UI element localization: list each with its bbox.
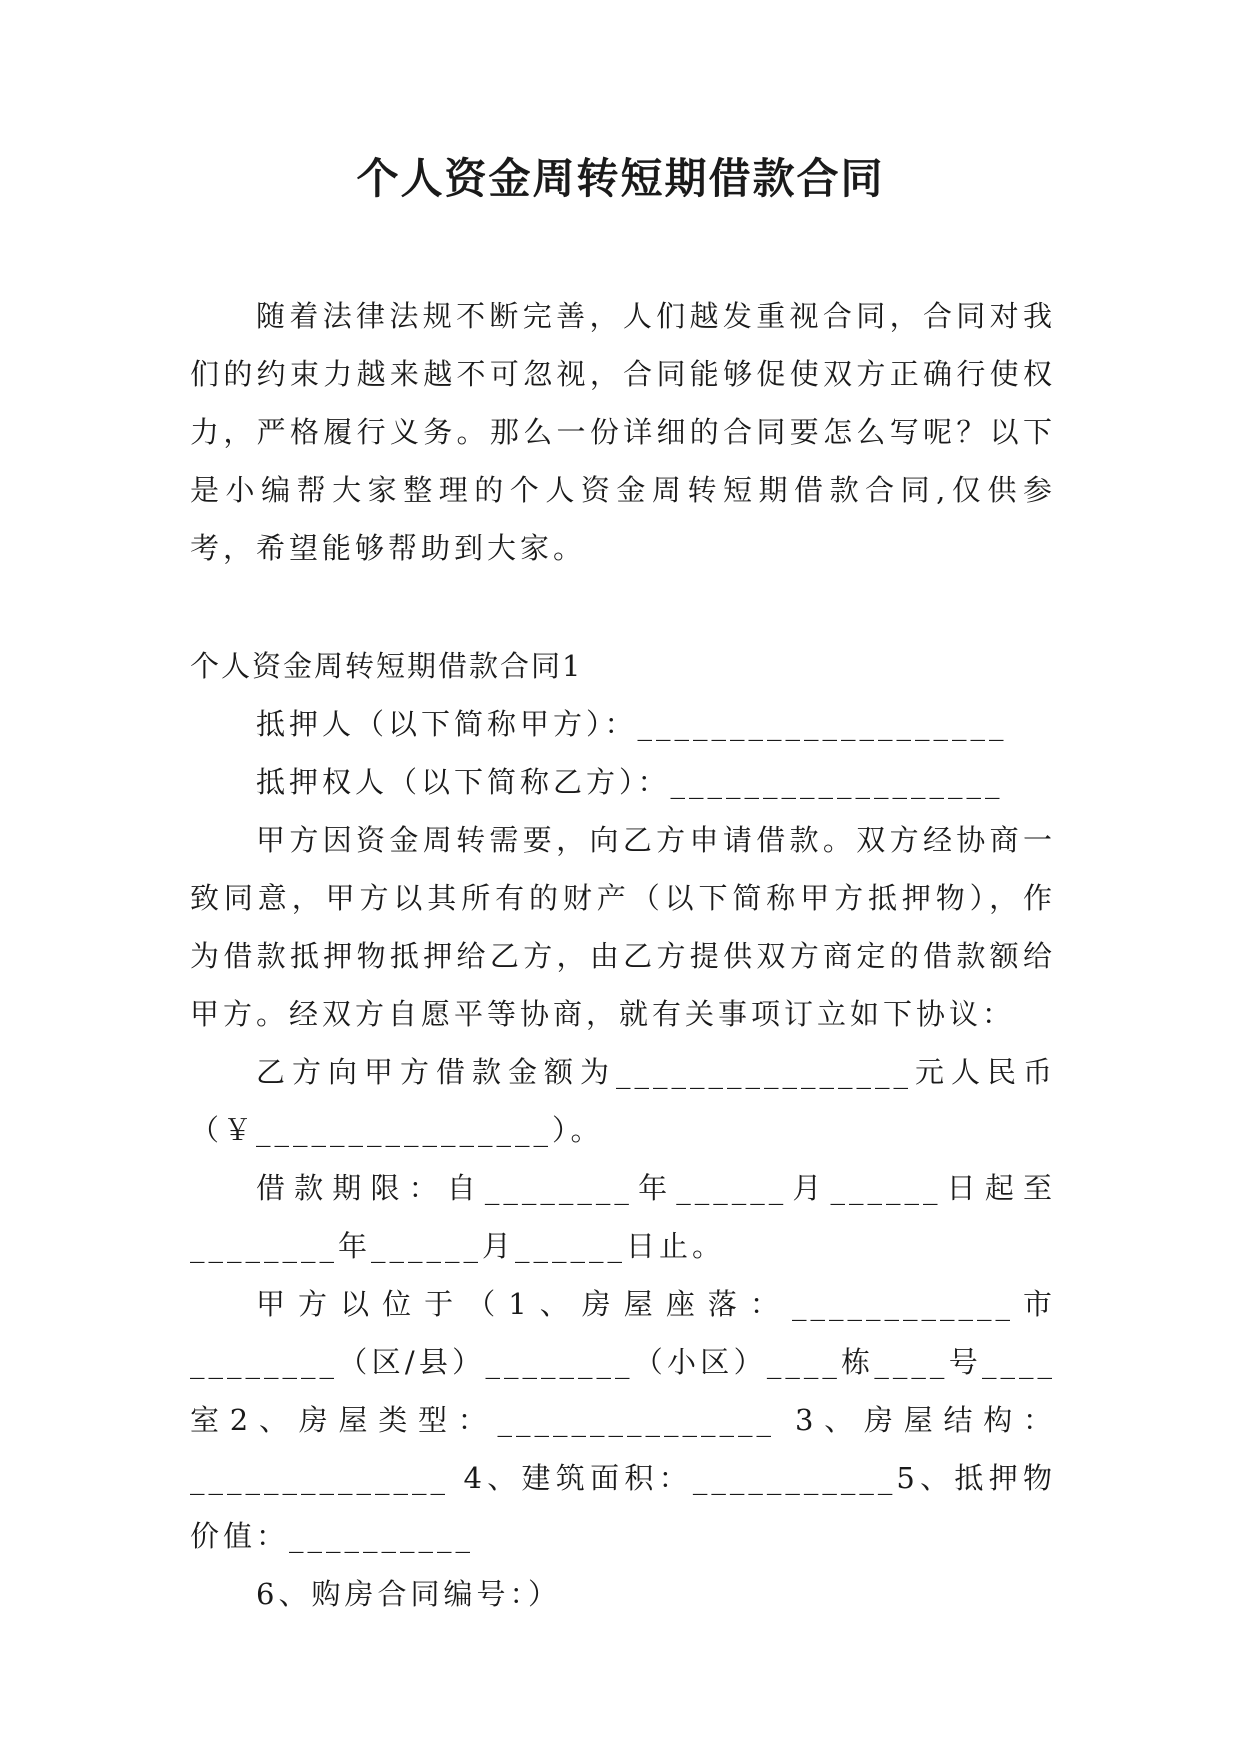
intro-paragraph: 随着法律法规不断完善，人们越发重视合同，合同对我们的约束力越来越不可忽视，合同能够促使双方正确行使权力，严格履行义务。那么一份详细的合同要怎么写呢？以下是小编帮大家整理的个人资金周转短期借款合同,仅供参考，希望能够帮助到大家。 bbox=[190, 299, 1056, 565]
loan-term-clause: 借款期限：自________年______月______日起至________年______月______日止。 bbox=[190, 1171, 1056, 1263]
collateral-clause: 甲方以位于（1、房屋座落：____________市________（区/县）________（小区）____栋____号____室2、房屋类型：_______________ 3、房屋结构：______________ 4、建筑面积：___________5、抵押物价值：__________ bbox=[190, 1287, 1056, 1553]
document-title: 个人资金周转短期借款合同 bbox=[356, 154, 885, 203]
mortgagee-line: 抵押权人（以下简称乙方）：__________________ bbox=[256, 765, 1004, 799]
contract-number-clause: 6、购房合同编号：） bbox=[256, 1577, 561, 1611]
loan-amount-clause: 乙方向甲方借款金额为________________元人民币（￥________________）。 bbox=[190, 1055, 1056, 1147]
purpose-paragraph: 甲方因资金周转需要，向乙方申请借款。双方经协商一致同意，甲方以其所有的财产（以下简称甲方抵押物），作为借款抵押物抵押给乙方，由乙方提供双方商定的借款额给甲方。经双方自愿平等协商，就有关事项订立如下协议： bbox=[190, 823, 1056, 1031]
paragraph-spacer bbox=[190, 577, 1056, 637]
section-heading: 个人资金周转短期借款合同1 bbox=[190, 649, 583, 683]
mortgagor-line: 抵押人（以下简称甲方）：____________________ bbox=[256, 707, 1008, 741]
document-body bbox=[190, 287, 1056, 1623]
